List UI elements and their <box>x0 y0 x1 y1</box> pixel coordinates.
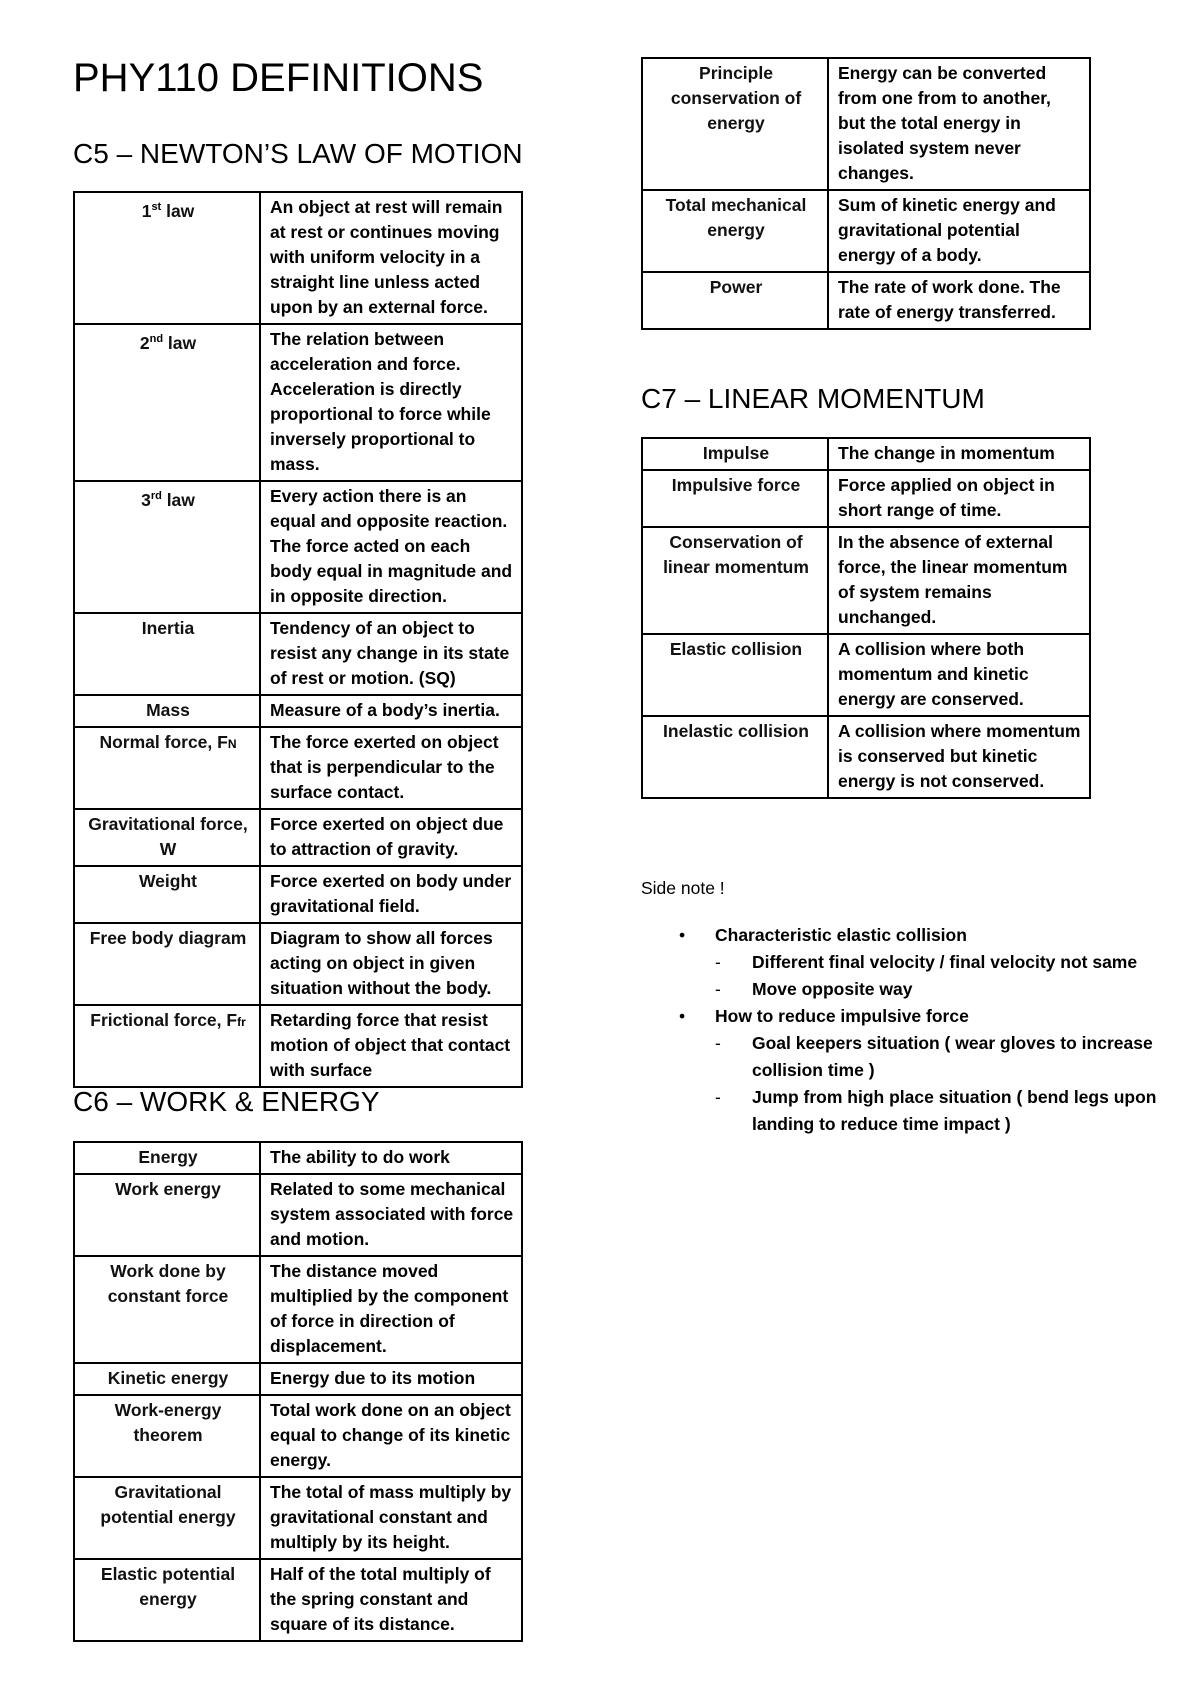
term-text: Conservation of linear momentum <box>663 532 809 577</box>
list-item <box>641 922 1161 1003</box>
definition-cell: The force exerted on object that is perpendicular to the surface contact. <box>260 727 522 809</box>
sub-item-text: Move opposite way <box>752 979 913 999</box>
table-c7 <box>641 437 1091 799</box>
term-text: Work energy <box>115 1179 221 1199</box>
table-row <box>74 1363 522 1395</box>
term-cell <box>642 470 828 527</box>
term-cell <box>74 1363 260 1395</box>
table-row <box>642 527 1090 634</box>
term-text: Elastic collision <box>669 639 803 659</box>
term-cell <box>74 1142 260 1174</box>
term-text: Weight <box>138 871 197 891</box>
table-c5 <box>73 191 523 1088</box>
table-row <box>642 438 1090 470</box>
dash-icon: - <box>715 1033 721 1053</box>
definition-cell: Energy due to its motion <box>260 1363 522 1395</box>
definition-cell: The change in momentum <box>828 438 1090 470</box>
term-superscript: st <box>151 201 162 213</box>
dash-icon: - <box>715 952 721 972</box>
term-text: Work done by constant force <box>107 1261 229 1306</box>
term-text: Gravitational potential energy <box>100 1482 236 1527</box>
term-cell <box>642 716 828 798</box>
table-row <box>74 695 522 727</box>
table-row <box>74 1005 522 1087</box>
definition-cell: Diagram to show all forces acting on object in given situation without the body. <box>260 923 522 1005</box>
section-heading-c7: C7 – LINEAR MOMENTUM <box>641 383 985 414</box>
term-superscript: nd <box>149 333 164 345</box>
term-subscript: fr <box>237 1015 246 1029</box>
dash-icon: - <box>715 1087 721 1107</box>
term-cell <box>74 1005 260 1087</box>
definition-cell: The distance moved multiplied by the component of force in direction of displacement. <box>260 1256 522 1363</box>
term-cell <box>74 324 260 481</box>
term-text: Kinetic energy <box>107 1368 229 1388</box>
term-cell <box>74 727 260 809</box>
table-row <box>642 470 1090 527</box>
term-cell <box>74 1477 260 1559</box>
definition-cell: Every action there is an equal and opposite reaction. The force acted on each body equal in magnitude and in opposite direction. <box>260 481 522 613</box>
term-superscript: rd <box>150 490 162 502</box>
term-text: Mass <box>146 700 190 720</box>
term-text: Gravitational force, W <box>88 814 248 859</box>
definition-cell: The relation between acceleration and force. Acceleration is directly proportional to force while inversely proportional to mass. <box>260 324 522 481</box>
term-text: Frictional force, F <box>90 1010 238 1030</box>
definition-cell: The rate of work done. The rate of energy transferred. <box>828 272 1090 329</box>
term-cell <box>74 866 260 923</box>
term-text: Principle conservation of energy <box>670 63 802 133</box>
definition-cell: A collision where momentum is conserved but kinetic energy is not conserved. <box>828 716 1090 798</box>
definition-cell: An object at rest will remain at rest or continues moving with uniform velocity in a straight line unless acted upon by an external force. <box>260 192 522 324</box>
sub-list-item <box>715 949 1161 976</box>
table-row <box>74 923 522 1005</box>
section-heading-c5: C5 – NEWTON’S LAW OF MOTION <box>73 138 523 169</box>
sub-list-item <box>715 976 1161 1003</box>
table-c6-continued <box>641 57 1091 330</box>
term-cell <box>74 1395 260 1477</box>
table-row <box>74 192 522 324</box>
definition-cell: Related to some mechanical system associated with force and motion. <box>260 1174 522 1256</box>
dash-icon: - <box>715 979 721 999</box>
table-row <box>642 272 1090 329</box>
definition-cell: Energy can be converted from one from to another, but the total energy in isolated system never changes. <box>828 58 1090 190</box>
term-text: Inertia <box>141 618 195 638</box>
term-cell <box>74 809 260 866</box>
side-note-title: Side note ! <box>641 878 725 898</box>
side-note-list <box>641 922 1161 1138</box>
list-item <box>641 1003 1161 1138</box>
term-text: Impulsive force <box>671 475 801 495</box>
sub-item-text: Jump from high place situation ( bend legs upon landing to reduce time impact ) <box>752 1087 1157 1134</box>
term-cell <box>642 190 828 272</box>
sub-list <box>715 949 1161 1003</box>
table-row <box>74 1477 522 1559</box>
definition-cell: In the absence of external force, the linear momentum of system remains unchanged. <box>828 527 1090 634</box>
page-title: PHY110 DEFINITIONS <box>73 56 484 100</box>
term-subscript: N <box>227 737 237 751</box>
definition-cell: Half of the total multiply of the spring constant and square of its distance. <box>260 1559 522 1641</box>
table-row <box>642 634 1090 716</box>
term-text: Inelastic collision <box>663 721 809 741</box>
table-row <box>74 1142 522 1174</box>
term-cell <box>74 1174 260 1256</box>
sub-list-item <box>715 1030 1161 1084</box>
section-heading-c6: C6 – WORK & ENERGY <box>73 1086 380 1117</box>
term-cell <box>642 272 828 329</box>
term-text-suffix: law <box>161 489 195 510</box>
term-text: 3 <box>141 489 151 510</box>
term-cell <box>74 695 260 727</box>
term-text: Impulse <box>702 443 770 463</box>
term-text: Power <box>709 277 763 297</box>
definition-cell: Force exerted on body under gravitational field. <box>260 866 522 923</box>
definition-cell: Total work done on an object equal to change of its kinetic energy. <box>260 1395 522 1477</box>
table-row <box>642 190 1090 272</box>
table-row <box>74 613 522 695</box>
term-text: Free body diagram <box>89 928 247 948</box>
term-text: Elastic potential energy <box>100 1564 236 1609</box>
definition-cell: A collision where both momentum and kinetic energy are conserved. <box>828 634 1090 716</box>
term-text: 2 <box>139 332 150 353</box>
term-cell <box>74 613 260 695</box>
sub-list-item <box>715 1084 1161 1138</box>
definition-cell: The total of mass multiply by gravitational constant and multiply by its height. <box>260 1477 522 1559</box>
definition-cell: Tendency of an object to resist any change in its state of rest or motion. (SQ) <box>260 613 522 695</box>
table-row <box>74 1559 522 1641</box>
definition-cell: The ability to do work <box>260 1142 522 1174</box>
table-row <box>74 727 522 809</box>
term-cell <box>642 634 828 716</box>
sub-item-text: Goal keepers situation ( wear gloves to increase collision time ) <box>752 1033 1153 1080</box>
bullet-icon: • <box>679 925 686 945</box>
table-row <box>74 866 522 923</box>
definition-cell: Retarding force that resist motion of object that contact with surface <box>260 1005 522 1087</box>
term-cell <box>74 923 260 1005</box>
table-row <box>642 58 1090 190</box>
table-row <box>74 324 522 481</box>
sub-item-text: Different final velocity / final velocity not same <box>752 952 1138 972</box>
table-row <box>74 1395 522 1477</box>
term-cell <box>642 438 828 470</box>
bullet-text: How to reduce impulsive force <box>715 1006 969 1026</box>
term-cell <box>642 58 828 190</box>
table-row <box>74 481 522 613</box>
bullet-icon: • <box>679 1006 686 1026</box>
definition-cell: Force exerted on object due to attraction of gravity. <box>260 809 522 866</box>
term-cell <box>74 1559 260 1641</box>
term-text: Total mechanical energy <box>665 195 807 240</box>
term-cell <box>74 192 260 324</box>
term-cell <box>74 481 260 613</box>
table-c6 <box>73 1141 523 1642</box>
bullet-text: Characteristic elastic collision <box>715 925 967 945</box>
term-text: 1 <box>141 200 152 221</box>
term-text-suffix: law <box>163 332 197 353</box>
term-text: Work-energy theorem <box>114 1400 222 1445</box>
term-text: Energy <box>138 1147 198 1167</box>
term-cell <box>74 1256 260 1363</box>
table-row <box>74 1256 522 1363</box>
sub-list <box>715 1030 1161 1138</box>
definition-cell: Sum of kinetic energy and gravitational potential energy of a body. <box>828 190 1090 272</box>
term-text-suffix: law <box>161 200 195 221</box>
table-row <box>74 1174 522 1256</box>
table-row <box>642 716 1090 798</box>
term-cell <box>642 527 828 634</box>
definition-cell: Force applied on object in short range of time. <box>828 470 1090 527</box>
term-text: Normal force, F <box>99 732 228 752</box>
definition-cell: Measure of a body’s inertia. <box>260 695 522 727</box>
table-row <box>74 809 522 866</box>
